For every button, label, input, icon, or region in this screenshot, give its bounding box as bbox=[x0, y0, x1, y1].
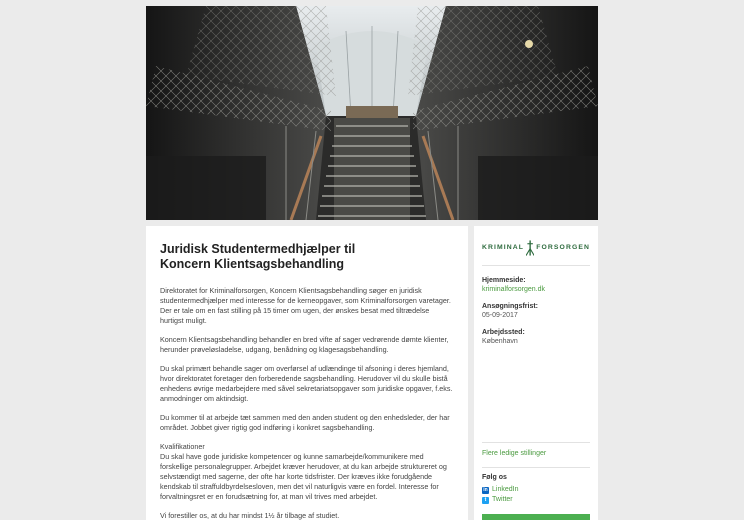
paragraph-tasks: Du skal primært behandle sager om overførsel af udlændinge til afsoning i deres hjemland, hvor direktoratet foretager den forberedende sagsbehandling. Herudover vil du skulle bistå enhedens øvrige medarbejdere med såvel sekretariatsopgaver som juridiske opgaver, f.eks. anmodninger om aktindsigt. bbox=[160, 364, 453, 403]
follow-section bbox=[482, 467, 590, 505]
homepage-label: Hjemmeside: bbox=[482, 277, 526, 284]
twitter-icon: t bbox=[482, 497, 489, 504]
linkedin-icon: in bbox=[483, 487, 488, 493]
workplace-label: Arbejdssted: bbox=[482, 329, 525, 336]
paragraph-unit: Koncern Klientsagsbehandling behandler en bred vifte af sager vedrørende dømte klienter, herunder prøveløsladelse, udgang, benådning og klagesagsbehandling. bbox=[160, 335, 449, 354]
linkedin-label: LinkedIn bbox=[492, 486, 519, 493]
paragraph-intro: Direktoratet for Kriminalforsorgen, Koncern Klientsagsbehandling søger en juridisk studentermedhjælper med interesse for de kerneopgaver, som Kriminalforsorgen varetager. Der er tale om en fast stilling på 15 timer om ugen, der ønskes besat med tiltrædelse hurtigst muligt. bbox=[160, 286, 451, 325]
twitter-label: Twitter bbox=[492, 496, 513, 503]
deadline-value: 05-09-2017 bbox=[482, 312, 518, 319]
linkedin-link[interactable] bbox=[482, 485, 590, 495]
paragraph-team: Du kommer til at arbejde tæt sammen med den anden student og den enhedsleder, der har området. Jobbet giver rigtig god indføring i konkret sagsbehandling. bbox=[160, 413, 450, 432]
logo-text-right: FORSORGEN bbox=[536, 244, 590, 251]
homepage-link[interactable]: kriminalforsorgen.dk bbox=[482, 286, 546, 293]
hero-image bbox=[146, 6, 598, 220]
job-description-card bbox=[146, 226, 468, 520]
follow-title: Følg os bbox=[482, 474, 507, 481]
job-title: Juridisk Studentermedhjælper til Koncern Klientsagsbehandling bbox=[160, 242, 356, 271]
kriminalforsorgen-logo[interactable] bbox=[482, 236, 590, 266]
paragraph-study-time: Vi forestiller os, at du har mindst 1½ år tilbage af studiet. bbox=[160, 511, 340, 520]
paragraph-qualifications: Kvalifikationer Du skal have gode juridiske kompetencer og kunne samarbejde/kommunikere med forskellige personalegrupper. Arbejdet kræver herudover, at du kan arbejde struktureret og selvstændigt med sagerne, der ofte har korte tidsfrister. Der kræves ikke forudgående kendskab til straffuldbyrdelsesloven, men det vil naturligvis være en fordel. Interesse for forvaltningsret er en forudsætning for, at man vil trives med arbejdet. bbox=[160, 442, 447, 501]
prison-stairs-illustration bbox=[146, 6, 598, 220]
logo-text-left: KRIMINAL bbox=[482, 244, 525, 251]
more-jobs-link[interactable]: Flere ledige stillinger bbox=[482, 450, 547, 457]
twitter-link[interactable] bbox=[482, 495, 590, 505]
deadline-label: Ansøgningsfrist: bbox=[482, 303, 538, 310]
workplace-value: København bbox=[482, 338, 518, 345]
apply-button[interactable] bbox=[482, 514, 590, 520]
more-jobs-section bbox=[482, 442, 590, 459]
job-sidebar bbox=[474, 226, 598, 520]
kf-logo-icon bbox=[526, 237, 534, 259]
